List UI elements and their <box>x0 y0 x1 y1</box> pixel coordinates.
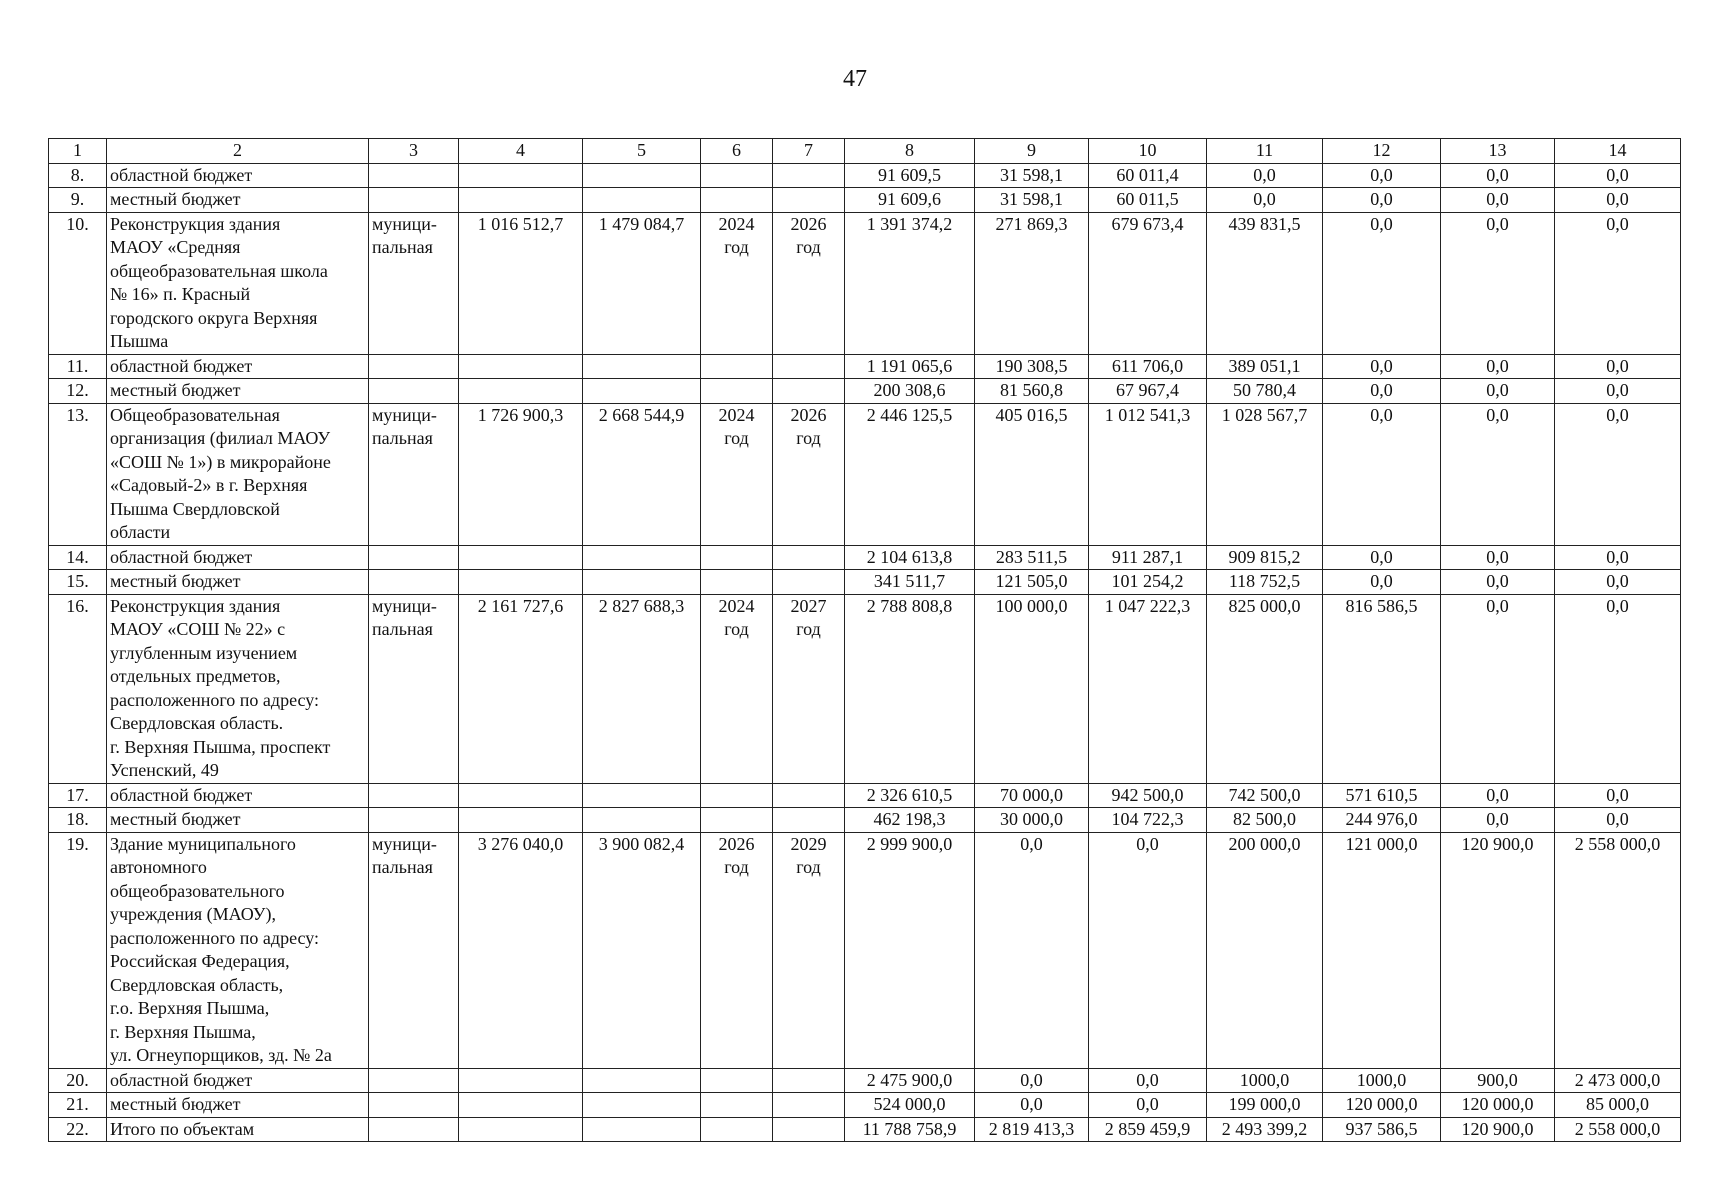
value-cell: 742 500,0 <box>1207 783 1323 808</box>
value-cell: 909 815,2 <box>1207 545 1323 570</box>
header-cell: 12 <box>1323 139 1441 164</box>
name-cell: местный бюджет <box>107 570 369 595</box>
name-cell: Здание муниципального автономного общеобразовательного учреждения (МАОУ), расположенного по адресу: Российская Федерация, Свердловская область, г.о. Верхняя Пышма, г. Верхняя Пышма, ул. Огнеупорщиков, зд. № 2а <box>107 832 369 1068</box>
value-cell <box>583 783 701 808</box>
table-row <box>49 570 1681 595</box>
value-cell: 200 308,6 <box>845 379 975 404</box>
ownership-cell <box>369 570 459 595</box>
year-cell <box>773 379 845 404</box>
value-cell: 1 047 222,3 <box>1089 594 1207 783</box>
value-cell: 0,0 <box>1323 545 1441 570</box>
value-cell: 85 000,0 <box>1555 1093 1681 1118</box>
value-cell: 2 475 900,0 <box>845 1068 975 1093</box>
header-cell: 9 <box>975 139 1089 164</box>
value-cell <box>459 570 583 595</box>
header-cell: 13 <box>1441 139 1555 164</box>
budget-table <box>48 138 1681 1142</box>
value-cell: 2 859 459,9 <box>1089 1117 1207 1142</box>
value-cell: 31 598,1 <box>975 188 1089 213</box>
value-cell: 120 000,0 <box>1323 1093 1441 1118</box>
value-cell: 0,0 <box>1441 354 1555 379</box>
value-cell: 82 500,0 <box>1207 808 1323 833</box>
table-row <box>49 1093 1681 1118</box>
value-cell: 91 609,6 <box>845 188 975 213</box>
header-cell: 5 <box>583 139 701 164</box>
year-cell <box>701 1068 773 1093</box>
value-cell: 524 000,0 <box>845 1093 975 1118</box>
value-cell: 2 446 125,5 <box>845 403 975 545</box>
row-number-cell: 14. <box>49 545 107 570</box>
value-cell: 244 976,0 <box>1323 808 1441 833</box>
table-row <box>49 403 1681 545</box>
value-cell: 120 000,0 <box>1441 1093 1555 1118</box>
year-cell <box>773 163 845 188</box>
ownership-cell <box>369 163 459 188</box>
value-cell: 571 610,5 <box>1323 783 1441 808</box>
row-number-cell: 20. <box>49 1068 107 1093</box>
value-cell: 67 967,4 <box>1089 379 1207 404</box>
value-cell: 0,0 <box>1441 403 1555 545</box>
ownership-cell <box>369 1068 459 1093</box>
value-cell: 462 198,3 <box>845 808 975 833</box>
page-number: 47 <box>843 66 867 92</box>
value-cell: 60 011,5 <box>1089 188 1207 213</box>
value-cell: 3 900 082,4 <box>583 832 701 1068</box>
value-cell: 0,0 <box>1555 163 1681 188</box>
name-cell: Итого по объектам <box>107 1117 369 1142</box>
value-cell: 937 586,5 <box>1323 1117 1441 1142</box>
value-cell: 911 287,1 <box>1089 545 1207 570</box>
value-cell <box>459 545 583 570</box>
value-cell <box>583 1068 701 1093</box>
value-cell: 2 558 000,0 <box>1555 832 1681 1068</box>
header-cell: 11 <box>1207 139 1323 164</box>
year-cell <box>701 354 773 379</box>
year-cell <box>773 188 845 213</box>
value-cell: 2 788 808,8 <box>845 594 975 783</box>
value-cell: 0,0 <box>1089 1068 1207 1093</box>
table-row <box>49 545 1681 570</box>
value-cell: 2 819 413,3 <box>975 1117 1089 1142</box>
value-cell: 0,0 <box>1555 212 1681 354</box>
value-cell: 101 254,2 <box>1089 570 1207 595</box>
year-cell <box>701 808 773 833</box>
row-number-cell: 21. <box>49 1093 107 1118</box>
value-cell: 2 104 613,8 <box>845 545 975 570</box>
table-row <box>49 1117 1681 1142</box>
value-cell: 104 722,3 <box>1089 808 1207 833</box>
value-cell: 11 788 758,9 <box>845 1117 975 1142</box>
value-cell: 0,0 <box>1207 188 1323 213</box>
ownership-cell: муници- пальная <box>369 832 459 1068</box>
name-cell: областной бюджет <box>107 545 369 570</box>
table-row <box>49 783 1681 808</box>
ownership-cell <box>369 808 459 833</box>
value-cell <box>459 354 583 379</box>
table-row <box>49 808 1681 833</box>
value-cell: 405 016,5 <box>975 403 1089 545</box>
value-cell: 0,0 <box>1323 163 1441 188</box>
value-cell <box>459 188 583 213</box>
value-cell: 389 051,1 <box>1207 354 1323 379</box>
value-cell: 1 028 567,7 <box>1207 403 1323 545</box>
year-cell <box>701 1117 773 1142</box>
header-cell: 2 <box>107 139 369 164</box>
row-number-cell: 18. <box>49 808 107 833</box>
year-cell <box>773 354 845 379</box>
value-cell: 0,0 <box>1441 808 1555 833</box>
value-cell: 0,0 <box>1441 163 1555 188</box>
name-cell: местный бюджет <box>107 808 369 833</box>
value-cell: 0,0 <box>975 1068 1089 1093</box>
row-number-cell: 11. <box>49 354 107 379</box>
header-cell: 4 <box>459 139 583 164</box>
value-cell <box>583 163 701 188</box>
name-cell: местный бюджет <box>107 379 369 404</box>
year-cell: 2024 год <box>701 212 773 354</box>
year-cell: 2026 год <box>701 832 773 1068</box>
year-cell: 2024 год <box>701 403 773 545</box>
value-cell: 91 609,5 <box>845 163 975 188</box>
value-cell: 0,0 <box>1555 545 1681 570</box>
year-cell <box>773 1117 845 1142</box>
ownership-cell: муници- пальная <box>369 594 459 783</box>
ownership-cell <box>369 379 459 404</box>
value-cell <box>583 354 701 379</box>
value-cell: 0,0 <box>1323 354 1441 379</box>
row-number-cell: 12. <box>49 379 107 404</box>
value-cell: 0,0 <box>1089 832 1207 1068</box>
value-cell: 1 016 512,7 <box>459 212 583 354</box>
value-cell: 0,0 <box>1441 594 1555 783</box>
value-cell: 900,0 <box>1441 1068 1555 1093</box>
value-cell: 121 505,0 <box>975 570 1089 595</box>
row-number-cell: 19. <box>49 832 107 1068</box>
table-header-row <box>49 139 1681 164</box>
value-cell: 0,0 <box>1441 545 1555 570</box>
value-cell: 0,0 <box>1555 570 1681 595</box>
value-cell: 1 726 900,3 <box>459 403 583 545</box>
row-number-cell: 17. <box>49 783 107 808</box>
value-cell: 70 000,0 <box>975 783 1089 808</box>
year-cell <box>701 188 773 213</box>
name-cell: Общеобразовательная организация (филиал МАОУ «СОШ № 1») в микрорайоне «Садовый-2» в г. Верхняя Пышма Свердловской области <box>107 403 369 545</box>
value-cell: 1 012 541,3 <box>1089 403 1207 545</box>
name-cell: областной бюджет <box>107 783 369 808</box>
value-cell: 60 011,4 <box>1089 163 1207 188</box>
value-cell: 0,0 <box>1207 163 1323 188</box>
value-cell: 2 493 399,2 <box>1207 1117 1323 1142</box>
table-row <box>49 188 1681 213</box>
table-row <box>49 1068 1681 1093</box>
value-cell: 2 668 544,9 <box>583 403 701 545</box>
ownership-cell <box>369 545 459 570</box>
value-cell: 271 869,3 <box>975 212 1089 354</box>
year-cell <box>773 570 845 595</box>
value-cell: 121 000,0 <box>1323 832 1441 1068</box>
value-cell <box>459 783 583 808</box>
value-cell: 283 511,5 <box>975 545 1089 570</box>
ownership-cell <box>369 1117 459 1142</box>
year-cell <box>773 783 845 808</box>
value-cell: 118 752,5 <box>1207 570 1323 595</box>
value-cell: 30 000,0 <box>975 808 1089 833</box>
name-cell: местный бюджет <box>107 1093 369 1118</box>
value-cell: 120 900,0 <box>1441 1117 1555 1142</box>
table-row <box>49 594 1681 783</box>
value-cell <box>459 1068 583 1093</box>
header-cell: 3 <box>369 139 459 164</box>
value-cell: 1000,0 <box>1323 1068 1441 1093</box>
value-cell <box>459 808 583 833</box>
table-row <box>49 163 1681 188</box>
value-cell: 1 479 084,7 <box>583 212 701 354</box>
value-cell: 0,0 <box>1555 379 1681 404</box>
year-cell <box>773 545 845 570</box>
value-cell: 190 308,5 <box>975 354 1089 379</box>
value-cell: 942 500,0 <box>1089 783 1207 808</box>
value-cell: 0,0 <box>1555 188 1681 213</box>
row-number-cell: 16. <box>49 594 107 783</box>
year-cell: 2024 год <box>701 594 773 783</box>
value-cell: 31 598,1 <box>975 163 1089 188</box>
value-cell: 0,0 <box>1555 783 1681 808</box>
value-cell: 0,0 <box>1555 354 1681 379</box>
value-cell: 50 780,4 <box>1207 379 1323 404</box>
value-cell: 0,0 <box>1555 403 1681 545</box>
value-cell <box>583 545 701 570</box>
value-cell <box>459 163 583 188</box>
value-cell: 81 560,8 <box>975 379 1089 404</box>
value-cell <box>583 1117 701 1142</box>
value-cell: 0,0 <box>1555 594 1681 783</box>
table-row <box>49 212 1681 354</box>
year-cell <box>701 1093 773 1118</box>
name-cell: Реконструкция здания МАОУ «СОШ № 22» с углубленным изучением отдельных предметов, расположенного по адресу: Свердловская область. г. Верхняя Пышма, проспект Успенский, 49 <box>107 594 369 783</box>
value-cell: 2 827 688,3 <box>583 594 701 783</box>
year-cell <box>701 379 773 404</box>
year-cell <box>773 1093 845 1118</box>
value-cell: 3 276 040,0 <box>459 832 583 1068</box>
ownership-cell <box>369 354 459 379</box>
value-cell: 0,0 <box>1441 188 1555 213</box>
value-cell: 1 191 065,6 <box>845 354 975 379</box>
value-cell: 0,0 <box>1441 783 1555 808</box>
table-row <box>49 832 1681 1068</box>
value-cell <box>459 1093 583 1118</box>
value-cell <box>459 1117 583 1142</box>
value-cell: 2 326 610,5 <box>845 783 975 808</box>
value-cell: 100 000,0 <box>975 594 1089 783</box>
value-cell: 611 706,0 <box>1089 354 1207 379</box>
value-cell: 0,0 <box>1441 379 1555 404</box>
value-cell: 0,0 <box>1323 379 1441 404</box>
value-cell <box>583 379 701 404</box>
header-cell: 10 <box>1089 139 1207 164</box>
value-cell: 1 391 374,2 <box>845 212 975 354</box>
value-cell: 341 511,7 <box>845 570 975 595</box>
header-cell: 7 <box>773 139 845 164</box>
table-row <box>49 379 1681 404</box>
header-cell: 1 <box>49 139 107 164</box>
value-cell: 0,0 <box>1441 212 1555 354</box>
table-row <box>49 354 1681 379</box>
row-number-cell: 10. <box>49 212 107 354</box>
value-cell: 0,0 <box>975 832 1089 1068</box>
value-cell <box>459 379 583 404</box>
value-cell: 679 673,4 <box>1089 212 1207 354</box>
value-cell: 0,0 <box>1323 212 1441 354</box>
value-cell: 2 161 727,6 <box>459 594 583 783</box>
row-number-cell: 22. <box>49 1117 107 1142</box>
value-cell: 0,0 <box>1323 403 1441 545</box>
value-cell: 1000,0 <box>1207 1068 1323 1093</box>
name-cell: местный бюджет <box>107 188 369 213</box>
value-cell: 439 831,5 <box>1207 212 1323 354</box>
row-number-cell: 13. <box>49 403 107 545</box>
row-number-cell: 8. <box>49 163 107 188</box>
year-cell: 2027 год <box>773 594 845 783</box>
value-cell <box>583 570 701 595</box>
value-cell <box>583 808 701 833</box>
header-cell: 14 <box>1555 139 1681 164</box>
value-cell: 816 586,5 <box>1323 594 1441 783</box>
year-cell <box>701 570 773 595</box>
year-cell <box>773 808 845 833</box>
ownership-cell: муници- пальная <box>369 403 459 545</box>
year-cell <box>773 1068 845 1093</box>
value-cell: 120 900,0 <box>1441 832 1555 1068</box>
year-cell <box>701 783 773 808</box>
year-cell: 2029 год <box>773 832 845 1068</box>
value-cell: 2 558 000,0 <box>1555 1117 1681 1142</box>
ownership-cell <box>369 188 459 213</box>
year-cell: 2026 год <box>773 212 845 354</box>
year-cell: 2026 год <box>773 403 845 545</box>
value-cell: 0,0 <box>1323 570 1441 595</box>
value-cell: 2 999 900,0 <box>845 832 975 1068</box>
name-cell: областной бюджет <box>107 354 369 379</box>
row-number-cell: 15. <box>49 570 107 595</box>
value-cell: 199 000,0 <box>1207 1093 1323 1118</box>
value-cell <box>583 188 701 213</box>
value-cell: 0,0 <box>1555 808 1681 833</box>
year-cell <box>701 545 773 570</box>
ownership-cell <box>369 783 459 808</box>
value-cell: 0,0 <box>975 1093 1089 1118</box>
year-cell <box>701 163 773 188</box>
header-cell: 8 <box>845 139 975 164</box>
name-cell: Реконструкция здания МАОУ «Средняя общеобразовательная школа № 16» п. Красный городского округа Верхняя Пышма <box>107 212 369 354</box>
ownership-cell <box>369 1093 459 1118</box>
value-cell <box>583 1093 701 1118</box>
value-cell: 0,0 <box>1323 188 1441 213</box>
ownership-cell: муници- пальная <box>369 212 459 354</box>
value-cell: 825 000,0 <box>1207 594 1323 783</box>
header-cell: 6 <box>701 139 773 164</box>
value-cell: 2 473 000,0 <box>1555 1068 1681 1093</box>
name-cell: областной бюджет <box>107 163 369 188</box>
value-cell: 0,0 <box>1441 570 1555 595</box>
value-cell: 200 000,0 <box>1207 832 1323 1068</box>
name-cell: областной бюджет <box>107 1068 369 1093</box>
row-number-cell: 9. <box>49 188 107 213</box>
value-cell: 0,0 <box>1089 1093 1207 1118</box>
